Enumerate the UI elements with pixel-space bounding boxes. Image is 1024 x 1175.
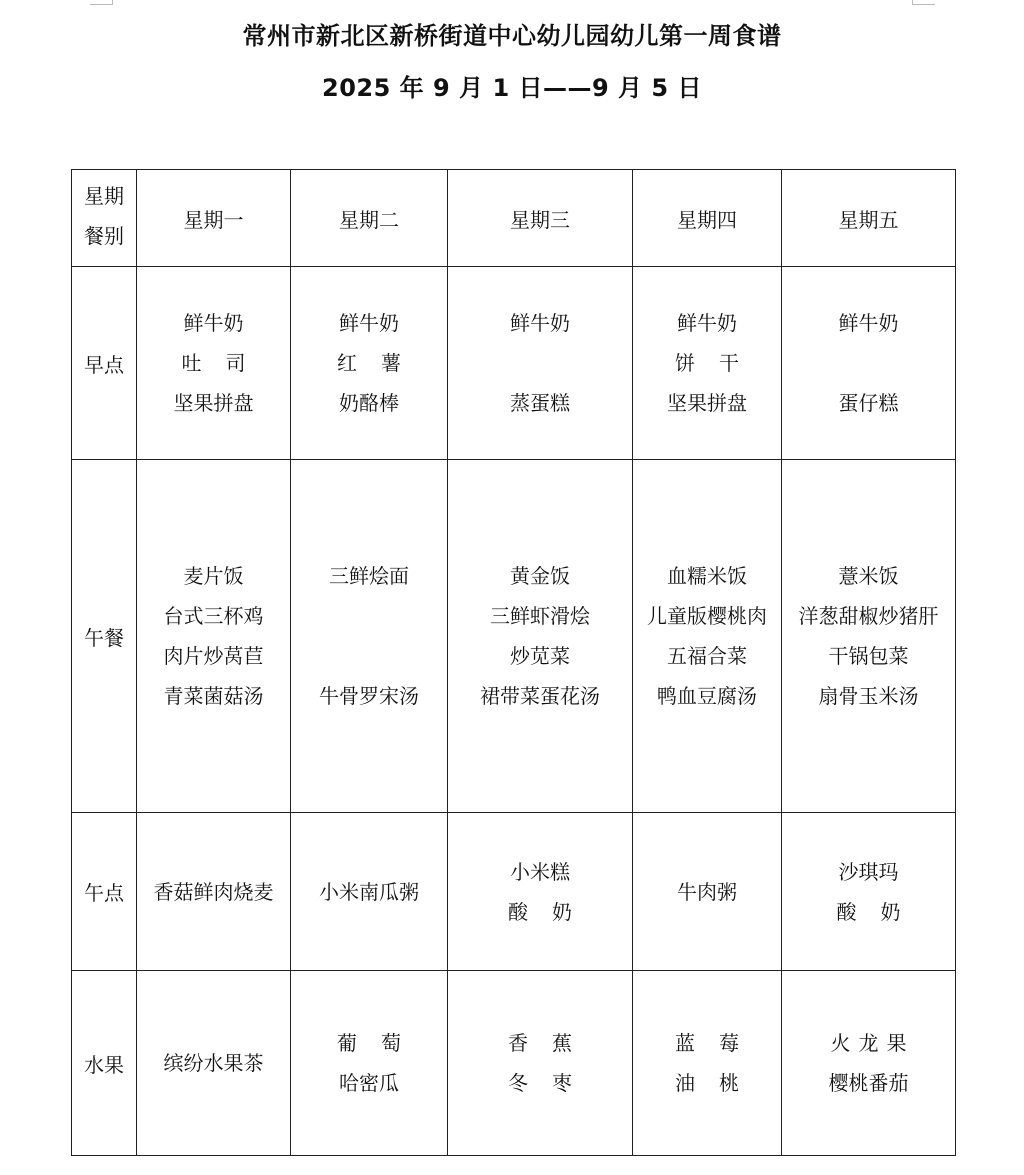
menu-item: 小米糕 bbox=[510, 859, 570, 884]
menu-item: 红 薯 bbox=[337, 351, 401, 375]
menu-item: 血糯米饭 bbox=[667, 564, 747, 588]
menu-item: 葡 萄 bbox=[337, 1031, 401, 1055]
meal-label-breakfast: 早点 bbox=[72, 267, 137, 460]
menu-item: 蒸蛋糕 bbox=[510, 391, 570, 415]
menu-item: 黄金饭 bbox=[510, 564, 570, 588]
breakfast-cell-mon bbox=[137, 267, 291, 460]
menu-item: 油 桃 bbox=[675, 1071, 739, 1095]
menu-item: 鲜牛奶 bbox=[677, 311, 737, 335]
menu-item: 火 龙 果 bbox=[830, 1031, 907, 1055]
menu-item: 香 蕉 bbox=[508, 1031, 572, 1055]
menu-item: 鲜牛奶 bbox=[838, 311, 899, 335]
menu-item: 樱桃番茄 bbox=[828, 1071, 909, 1095]
lunch-cell-thu bbox=[633, 460, 782, 813]
snack-cell-fri bbox=[782, 813, 956, 971]
fruit-cell-wed bbox=[448, 971, 633, 1156]
menu-item: 酸 奶 bbox=[836, 899, 901, 924]
menu-item: 吐 司 bbox=[181, 351, 246, 375]
snack-cell-thu bbox=[633, 813, 782, 971]
page-title: 常州市新北区新桥街道中心幼儿园幼儿第一周食谱 bbox=[242, 22, 782, 50]
menu-item: 台式三杯鸡 bbox=[163, 604, 264, 628]
menu-item: 薏米饭 bbox=[838, 564, 899, 588]
menu-item: 干锅包菜 bbox=[828, 644, 909, 668]
fruit-cell-thu bbox=[633, 971, 782, 1156]
menu-item: 裙带菜蛋花汤 bbox=[480, 684, 600, 708]
menu-item: 炒苋菜 bbox=[510, 644, 570, 668]
menu-item: 哈密瓜 bbox=[339, 1071, 399, 1095]
meal-label-fruit: 水果 bbox=[72, 971, 137, 1156]
fruit-cell-fri bbox=[782, 971, 956, 1156]
day-header-thu: 星期四 bbox=[633, 170, 782, 267]
breakfast-cell-wed bbox=[448, 267, 633, 460]
menu-item: 三鲜虾滑烩 bbox=[490, 604, 590, 628]
menu-item: 儿童版樱桃肉 bbox=[647, 604, 767, 628]
day-header-tue: 星期二 bbox=[291, 170, 448, 267]
lunch-cell-tue bbox=[291, 460, 448, 813]
breakfast-cell-fri bbox=[782, 267, 956, 460]
menu-item: 肉片炒莴苣 bbox=[163, 644, 264, 668]
menu-item: 三鲜烩面 bbox=[329, 564, 409, 588]
snack-cell-wed bbox=[448, 813, 633, 971]
lunch-row bbox=[72, 460, 956, 813]
menu-item: 缤纷水果茶 bbox=[163, 1051, 264, 1075]
blank-line bbox=[448, 343, 632, 383]
fruit-cell-mon bbox=[137, 971, 291, 1156]
menu-item: 青菜菌菇汤 bbox=[163, 684, 264, 708]
breakfast-cell-thu bbox=[633, 267, 782, 460]
lunch-cell-wed bbox=[448, 460, 633, 813]
corner-meal-label: 餐别 bbox=[84, 224, 124, 248]
breakfast-cell-tue bbox=[291, 267, 448, 460]
header-row bbox=[72, 170, 956, 267]
menu-item: 饼 干 bbox=[675, 351, 739, 375]
menu-item: 扇骨玉米汤 bbox=[818, 684, 919, 708]
menu-item: 酸 奶 bbox=[508, 899, 572, 924]
menu-item: 麦片饭 bbox=[183, 564, 244, 588]
snack-cell-tue bbox=[291, 813, 448, 971]
corner-weekday-label: 星期 bbox=[84, 184, 124, 208]
menu-table bbox=[71, 169, 956, 1156]
snack-cell-mon bbox=[137, 813, 291, 971]
menu-item: 冬 枣 bbox=[508, 1071, 572, 1095]
menu-item: 蓝 莓 bbox=[675, 1031, 739, 1055]
fruit-row bbox=[72, 971, 956, 1156]
breakfast-row bbox=[72, 267, 956, 460]
day-header-wed: 星期三 bbox=[448, 170, 633, 267]
menu-item: 鲜牛奶 bbox=[339, 311, 399, 335]
menu-item: 蛋仔糕 bbox=[838, 391, 899, 415]
menu-item: 五福合菜 bbox=[667, 644, 747, 668]
menu-item: 沙琪玛 bbox=[838, 859, 899, 884]
blank-line bbox=[782, 343, 955, 383]
menu-item: 坚果拼盘 bbox=[667, 391, 747, 415]
meal-label-snack: 午点 bbox=[72, 813, 137, 971]
day-header-fri: 星期五 bbox=[782, 170, 956, 267]
meal-label-lunch: 午餐 bbox=[72, 460, 137, 813]
menu-item: 鸭血豆腐汤 bbox=[657, 684, 757, 708]
corner-cell bbox=[72, 170, 137, 267]
lunch-cell-fri bbox=[782, 460, 956, 813]
menu-item: 小米南瓜粥 bbox=[319, 879, 419, 904]
lunch-cell-mon bbox=[137, 460, 291, 813]
page-corner-mark-right bbox=[912, 0, 935, 5]
date-range: 2025 年 9 月 1 日——9 月 5 日 bbox=[322, 74, 702, 102]
menu-item: 牛肉粥 bbox=[677, 879, 737, 904]
fruit-cell-tue bbox=[291, 971, 448, 1156]
menu-item: 洋葱甜椒炒猪肝 bbox=[798, 604, 939, 628]
blank-line bbox=[291, 636, 447, 676]
blank-line bbox=[291, 596, 447, 636]
page-corner-mark-left bbox=[90, 0, 113, 5]
snack-row bbox=[72, 813, 956, 971]
menu-item: 奶酪棒 bbox=[339, 391, 399, 415]
menu-item: 鲜牛奶 bbox=[183, 311, 244, 335]
menu-item: 香菇鲜肉烧麦 bbox=[153, 879, 274, 904]
menu-item: 鲜牛奶 bbox=[510, 311, 570, 335]
menu-item: 坚果拼盘 bbox=[173, 391, 254, 415]
day-header-mon: 星期一 bbox=[137, 170, 291, 267]
menu-item: 牛骨罗宋汤 bbox=[319, 684, 419, 708]
